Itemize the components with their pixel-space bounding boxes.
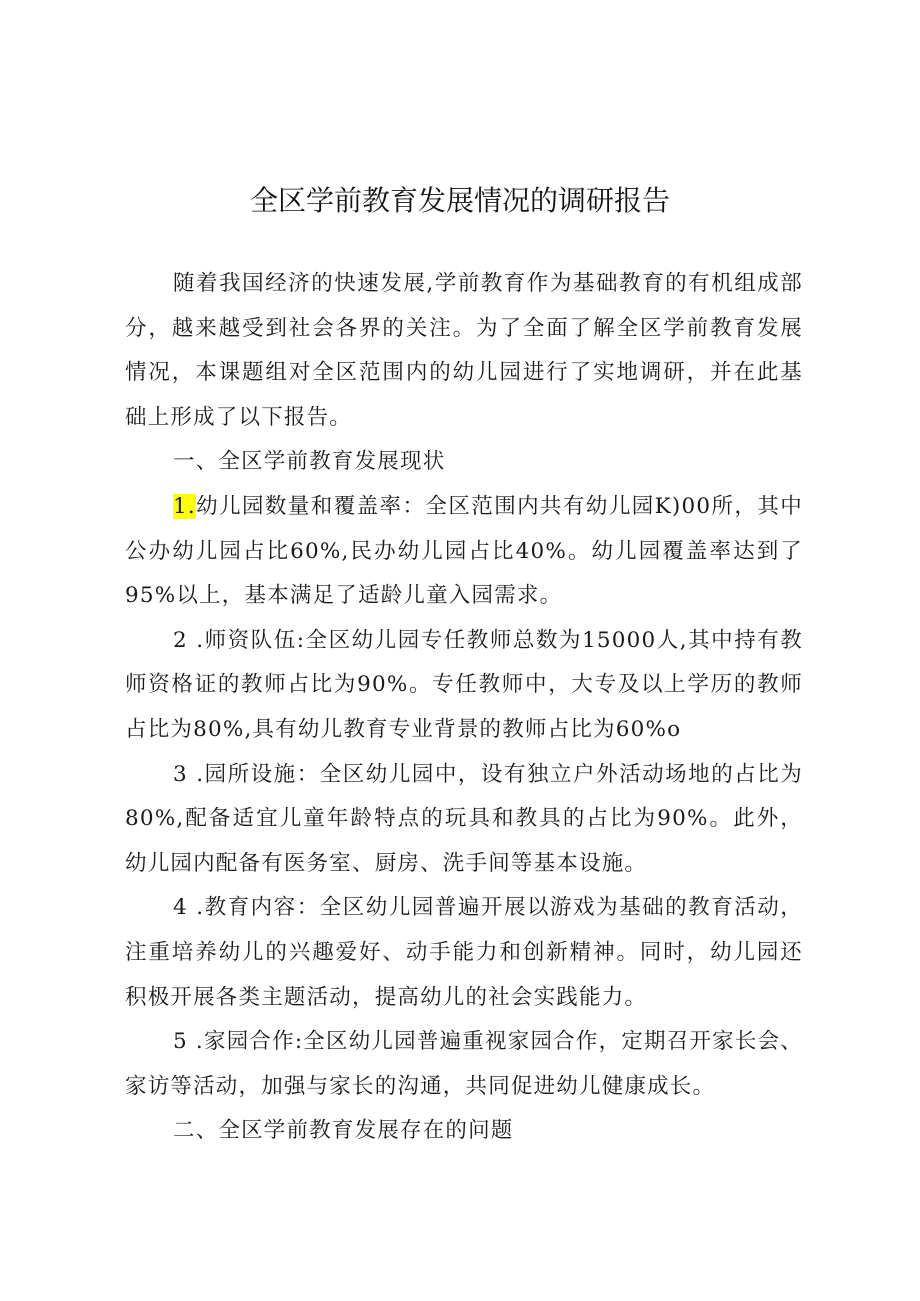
section-heading-2: 二、全区学前教育发展存在的问题	[173, 1118, 514, 1144]
document-title: 全区学前教育发展情况的调研报告	[249, 184, 670, 217]
paragraph-item-2: 2 .师资队伍:全区幼儿园专任教师总数为15000人,其中持有教师资格证的教师占比为90%。专任教师中，大专及以上学历的教师占比为80%,具有幼儿教育专业背景的教师占比为60%o	[125, 627, 803, 742]
paragraph-item-4: 4 .教育内容：全区幼儿园普遍开展以游戏为基础的教育活动，注重培养幼儿的兴趣爱好、动手能力和创新精神。同时，幼儿园还积极开展各类主题活动，提高幼儿的社会实践能力。	[125, 895, 803, 1010]
document-body	[125, 262, 803, 1154]
paragraph-item-5: 5 .家园合作:全区幼儿园普遍重视家园合作，定期召开家长会、家访等活动，加强与家长的沟通，共同促进幼儿健康成长。	[125, 1029, 803, 1099]
paragraph-item-1: 1.幼儿园数量和覆盖率：全区范围内共有幼儿园K)00所，其中公办幼儿园占比60%,民办幼儿园占比40%。幼儿园覆盖率达到了95%以上，基本满足了适龄儿童入园需求。	[125, 493, 803, 609]
section-heading-1: 一、全区学前教育发展现状	[173, 449, 446, 475]
highlighted-number: 1.	[173, 493, 196, 519]
paragraph-intro: 随着我国经济的快速发展,学前教育作为基础教育的有机组成部分，越来越受到社会各界的关注。为了全面了解全区学前教育发展情况，本课题组对全区范围内的幼儿园进行了实地调研，并在此基础上形成了以下报告。	[125, 271, 803, 430]
paragraph-item-3: 3 .园所设施：全区幼儿园中，设有独立户外活动场地的占比为80%,配备适宜儿童年龄特点的玩具和教具的占比为90%。此外，幼儿园内配备有医务室、厨房、洗手间等基本设施。	[125, 761, 803, 876]
